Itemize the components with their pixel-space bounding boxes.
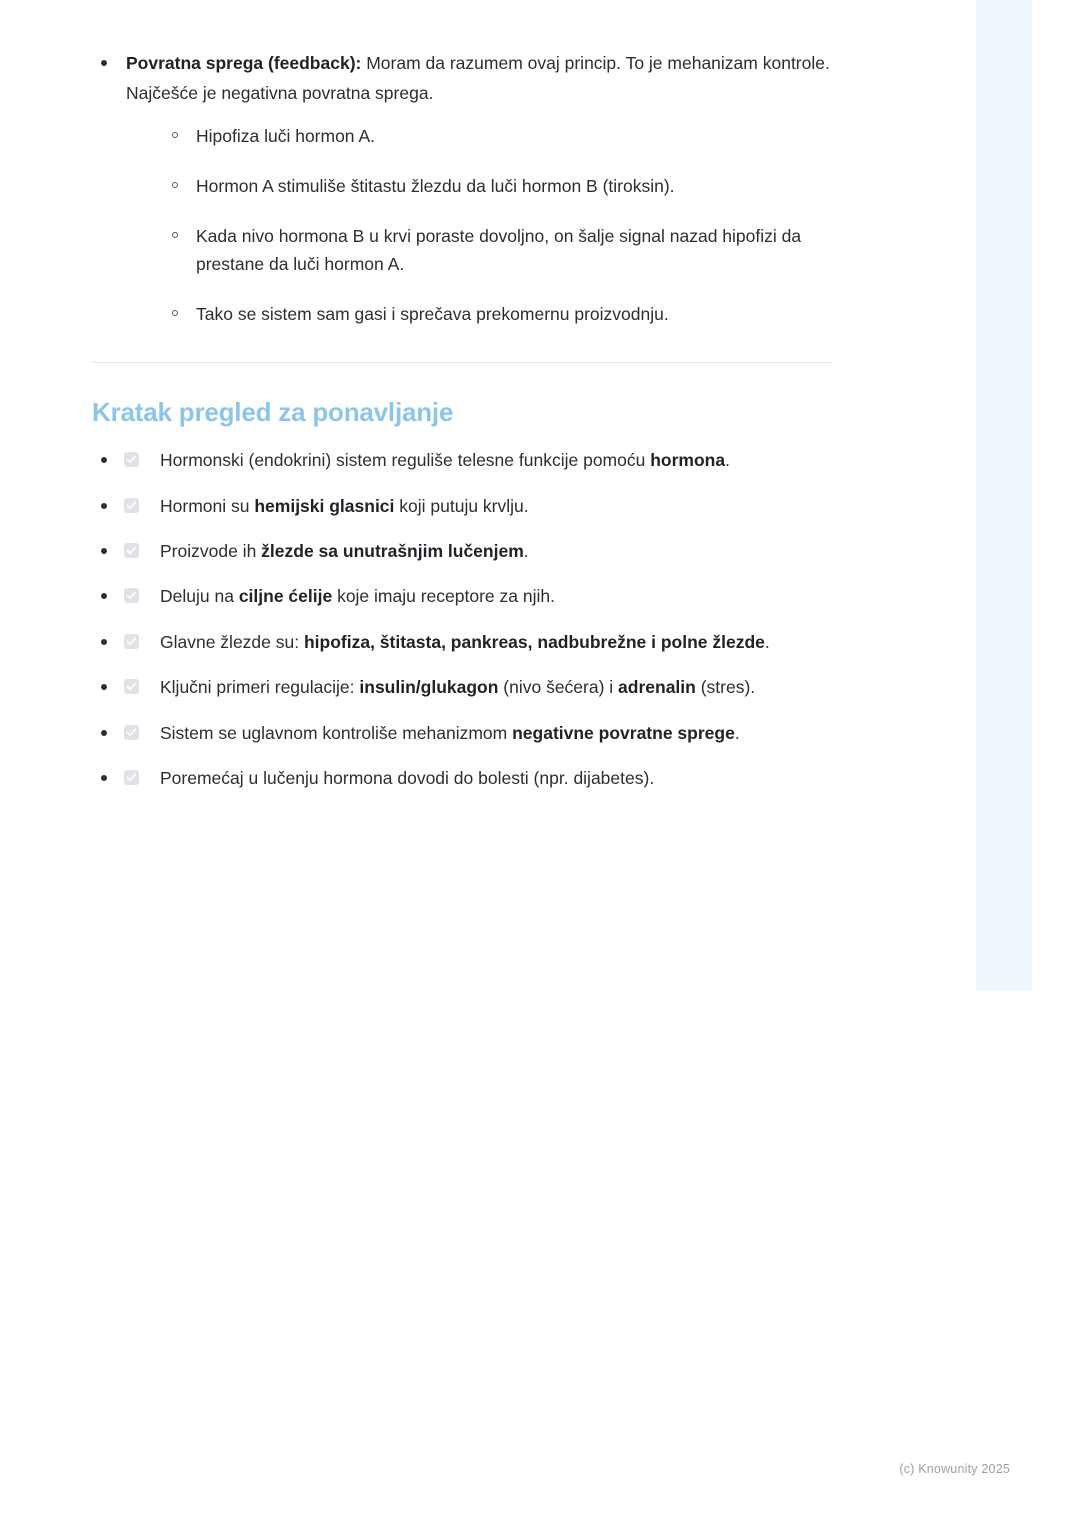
- section-divider: [92, 362, 832, 363]
- list-item: [92, 628, 832, 657]
- list-item: Tako se sistem sam gasi i sprečava prekomernu proizvodnju.: [170, 300, 832, 328]
- feedback-paragraph: [126, 53, 830, 103]
- checkbox-checked-icon[interactable]: [124, 452, 139, 467]
- plain-text: Glavne žlezde su:: [160, 631, 304, 652]
- plain-text: (stres).: [695, 677, 756, 698]
- copyright-footer: (c) Knowunity 2025: [899, 1462, 1010, 1476]
- feedback-bullet-list: [92, 48, 832, 328]
- plain-text: (nivo šećera) i: [498, 677, 619, 698]
- list-item: Kada nivo hormona B u krvi poraste dovoljno, on šalje signal nazad hipofizi da prestane da luči hormon A.: [170, 222, 832, 278]
- document-content: [92, 48, 832, 809]
- checkbox-checked-icon[interactable]: [124, 679, 139, 694]
- checklist-item-text: [160, 768, 654, 788]
- emphasis-text: hormona: [650, 450, 726, 471]
- emphasis-text: negativne povratne sprege: [512, 722, 735, 743]
- emphasis-text: žlezde sa unutrašnjim lučenjem: [261, 540, 524, 561]
- list-item: [92, 582, 832, 611]
- list-item: [92, 764, 832, 793]
- feedback-bold-lead: Povratna sprega (feedback):: [126, 53, 362, 73]
- checkbox-checked-icon[interactable]: [124, 588, 139, 603]
- list-item: Hormon A stimuliše štitastu žlezdu da luči hormon B (tiroksin).: [170, 172, 832, 200]
- plain-text: Poremećaj u lučenju hormona dovodi do bolesti (npr. dijabetes).: [160, 767, 655, 788]
- plain-text: .: [764, 631, 770, 652]
- list-item: [92, 719, 832, 748]
- list-item: [92, 446, 832, 475]
- list-item: Hipofiza luči hormon A.: [170, 122, 832, 150]
- side-accent-panel: [976, 0, 1032, 990]
- plain-text: Hormoni su: [160, 495, 255, 516]
- feedback-rest-text: Moram da razumem ovaj princip. To je mehanizam kontrole. Najčešće je negativna povratna sprega.: [126, 53, 830, 104]
- checkbox-checked-icon[interactable]: [124, 634, 139, 649]
- checklist-item-text: [160, 496, 529, 516]
- checklist-item-text: [160, 541, 529, 561]
- emphasis-text: hipofiza, štitasta, pankreas, nadbubrežne i polne žlezde: [303, 631, 765, 652]
- plain-text: Sistem se uglavnom kontroliše mehanizmom: [160, 722, 513, 743]
- page-title: Kratak pregled za ponavljanje: [92, 397, 454, 428]
- checkbox-checked-icon[interactable]: [124, 543, 139, 558]
- checklist-item-text: [160, 450, 730, 470]
- checkbox-checked-icon[interactable]: [124, 498, 139, 513]
- checklist-item-text: [160, 677, 755, 697]
- plain-text: .: [523, 540, 529, 561]
- plain-text: Ključni primeri regulacije:: [160, 677, 360, 698]
- feedback-sub-list: [126, 122, 832, 328]
- emphasis-text: hemijski glasnici: [254, 495, 395, 516]
- plain-text: .: [725, 450, 730, 471]
- emphasis-text: insulin/glukagon: [359, 677, 499, 698]
- list-item: [92, 492, 832, 521]
- checkbox-checked-icon[interactable]: [124, 770, 139, 785]
- plain-text: Hormonski (endokrini) sistem reguliše telesne funkcije pomoću: [160, 450, 651, 471]
- checklist-item-text: [160, 586, 555, 606]
- summary-checklist: [92, 446, 832, 793]
- plain-text: koje imaju receptore za njih.: [332, 586, 555, 607]
- emphasis-text: ciljne ćelije: [238, 586, 333, 607]
- checklist-item-text: [160, 723, 740, 743]
- list-item: [92, 48, 832, 328]
- emphasis-text: adrenalin: [618, 677, 696, 698]
- list-item: [92, 673, 832, 702]
- checkbox-checked-icon[interactable]: [124, 725, 139, 740]
- checklist-item-text: [160, 632, 770, 652]
- plain-text: Deluju na: [160, 586, 239, 607]
- list-item: [92, 537, 832, 566]
- plain-text: .: [734, 722, 740, 743]
- plain-text: koji putuju krvlju.: [394, 495, 529, 516]
- plain-text: Proizvode ih: [160, 540, 262, 561]
